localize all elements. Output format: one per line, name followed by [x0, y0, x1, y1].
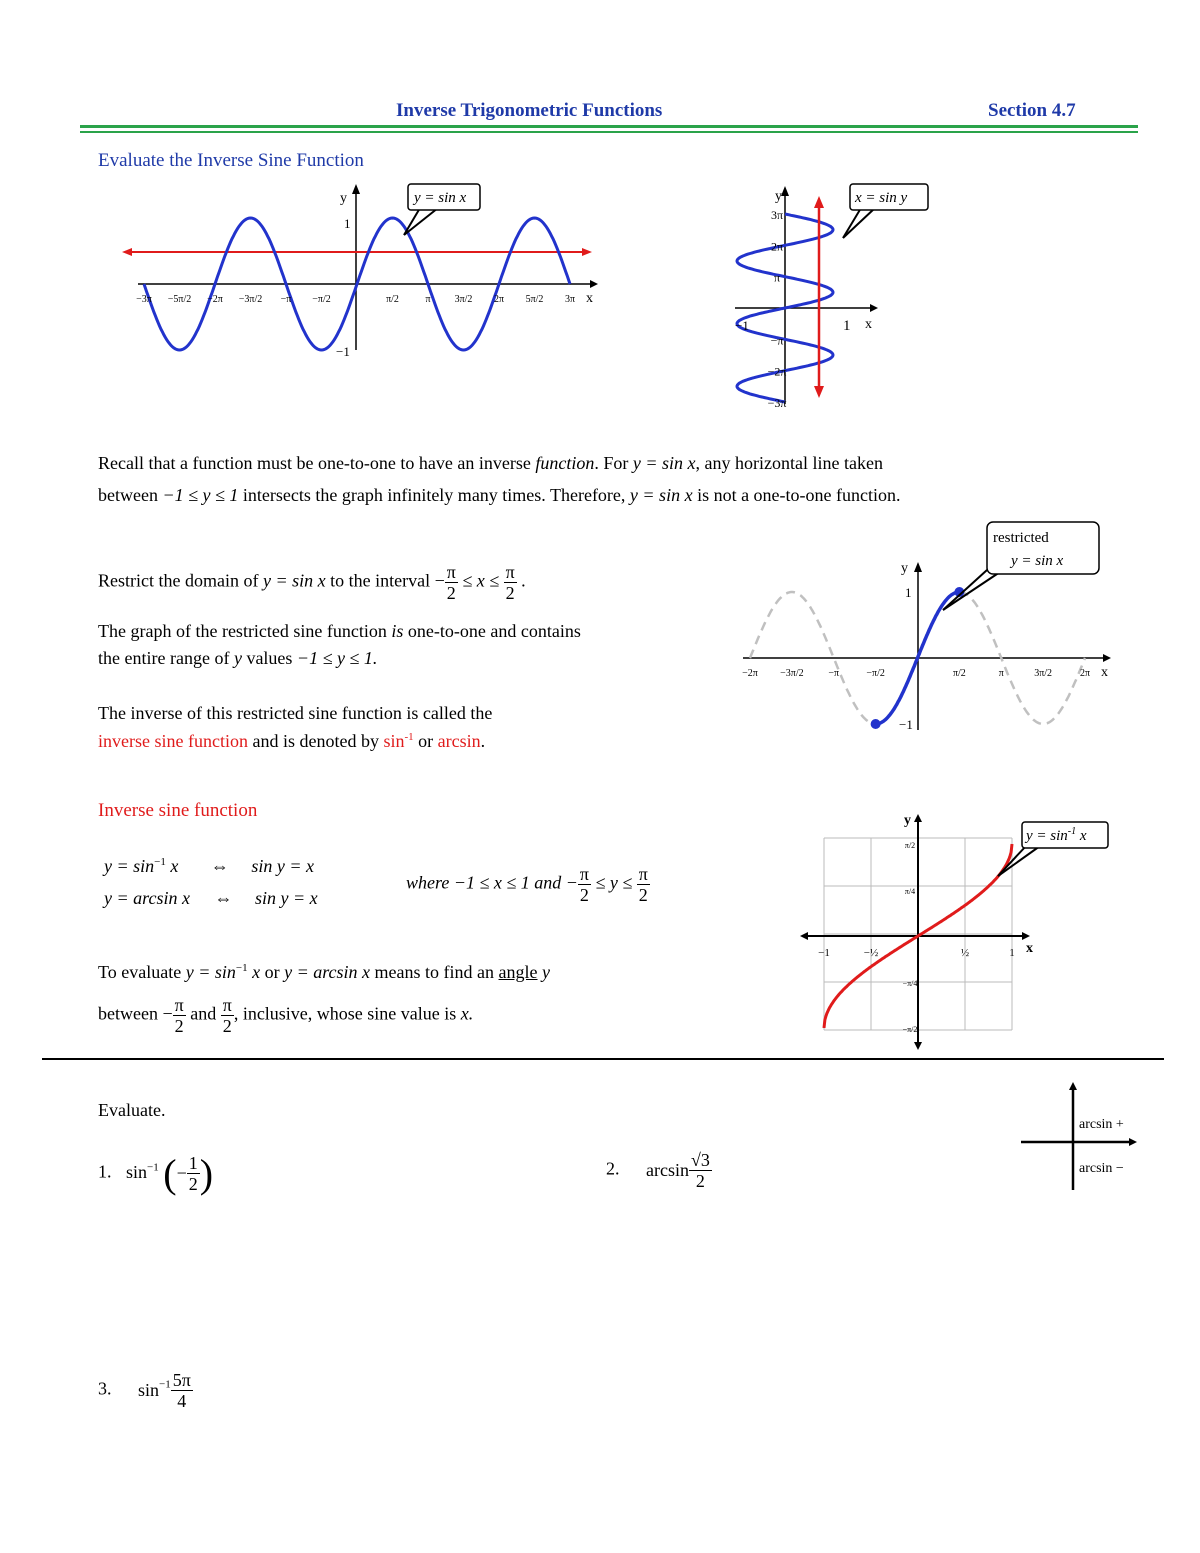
x-axis-label: x	[586, 291, 593, 306]
section-divider	[42, 1058, 1164, 1060]
restrict-line-3: the entire range of y values −1 ≤ y ≤ 1.	[98, 648, 378, 668]
x-tick-label: −1	[818, 947, 830, 959]
y-bottom-label: −1	[899, 717, 913, 732]
exercises-intro: Evaluate.	[98, 1100, 166, 1120]
y-tick-label: 2π	[770, 239, 784, 254]
y-axis-label: y	[904, 813, 911, 828]
x-tick-label: −2π	[207, 294, 223, 305]
inverse-def-eq-2: y = arcsin x ⇔ sin y = x	[104, 888, 318, 908]
x-tick-label: −π/2	[866, 668, 885, 679]
y-tick-label: −π/4	[902, 979, 918, 988]
x-tick-labels	[742, 668, 1090, 679]
x-tick-label: 1	[1009, 947, 1015, 959]
section-title: Evaluate the Inverse Sine Function	[98, 150, 364, 171]
y-top-label: 1	[905, 585, 912, 600]
inverse-def-domain: where −1 ≤ x ≤ 1 and − $\frac{\pi}{2}$ ≤ y ≤ $\frac{\pi}{2}$	[406, 864, 648, 905]
inverse-intro-line-1: The inverse of this restricted sine function is called the	[98, 703, 493, 723]
graph-sine-full	[120, 180, 600, 380]
x-tick-label: 3π/2	[454, 294, 473, 305]
callout-line-2: y = sin x	[1011, 553, 1064, 569]
x-axis-label: x	[1101, 665, 1108, 680]
x-tick-label: 5π/2	[525, 294, 544, 305]
x-axis-arrow	[590, 280, 598, 288]
inverse-intro-line-2: inverse sine function and is denoted by $\sin^{-1}$ or arcsin.	[98, 731, 486, 751]
fraction-pi-over-2: $\frac{\pi}{2}$	[446, 562, 456, 603]
x-tick-label: ½	[960, 947, 970, 959]
exercise-2: 2. arcsin $\frac{√3}{2}$	[606, 1150, 710, 1191]
y-tick-label: −2π	[767, 364, 787, 379]
inverse-def-heading: Inverse sine function	[98, 800, 258, 821]
header-rule-thick	[80, 125, 1138, 128]
x-left-label: −1	[735, 318, 749, 333]
exercise-1: 1. $\sin^{-1}$ (− $\frac{1}{2}$ )	[98, 1151, 214, 1196]
y-tick-label: −π	[770, 333, 784, 348]
callout-text: y = sin x	[414, 190, 467, 206]
y-axis-label: y	[901, 561, 908, 576]
x-tick-label: 2π	[493, 294, 505, 305]
recall-line-1: Recall that a function must be one-to-one to have an inverse function. For y = sin x, any horizontal line taken	[98, 453, 883, 473]
y-bottom-label: −1	[336, 344, 350, 359]
header-rule-thin	[80, 131, 1138, 133]
x-tick-label: 3π	[564, 294, 576, 305]
x-axis-label: x	[865, 317, 872, 332]
header-title: Inverse Trigonometric Functions	[396, 100, 663, 121]
y-axis-label: y	[775, 189, 782, 204]
arcsin-plus-label: arcsin +	[1079, 1117, 1124, 1132]
x-tick-label: 3π/2	[1034, 668, 1053, 679]
graph-sine-sideways	[725, 180, 940, 410]
x-tick-label: −3π	[136, 294, 152, 305]
header-section: Section 4.7	[988, 100, 1076, 121]
x-axis-label: x	[1026, 941, 1033, 956]
x-tick-label: π/2	[952, 668, 966, 679]
recall-paragraph	[98, 450, 1108, 508]
y-tick-label: −3π	[767, 396, 787, 410]
x-tick-label: −2π	[742, 668, 758, 679]
x-right-label: 1	[843, 318, 851, 334]
x-tick-label: π	[998, 668, 1004, 679]
restrict-line-2: The graph of the restricted sine function is one-to-one and contains	[98, 621, 581, 641]
restrict-line-1: Restrict the domain of y = sin x to the interval − $\frac{\pi}{2}$ ≤ x ≤ $\frac{\pi}{2}$ .	[98, 562, 526, 603]
x-tick-label: 2π	[1079, 668, 1091, 679]
x-tick-label: π	[425, 294, 431, 305]
x-tick-label: −3π/2	[780, 668, 804, 679]
y-top-label: 1	[344, 216, 351, 231]
x-tick-label: −π/2	[312, 294, 331, 305]
y-axis-label: y	[340, 191, 347, 206]
callout-text: $y = \sin^{-1} x$	[1026, 826, 1087, 844]
exercise-3: 3. $\sin^{-1}$ $\frac{5\pi}{4}$	[98, 1370, 191, 1411]
evaluate-meaning-line-2: between − $\frac{\pi}{2}$ and $\frac{\pi}{2}$ , inclusive, whose sine value is x.	[98, 995, 474, 1036]
x-tick-label: −½	[863, 947, 879, 959]
arcsin-minus-label: arcsin −	[1079, 1161, 1124, 1176]
x-tick-label: π/2	[386, 294, 399, 305]
callout-line-1: restricted	[993, 530, 1049, 546]
fraction-pi-over-2: $\frac{\pi}{2}$	[505, 562, 515, 603]
graph-restricted-sine	[735, 520, 1125, 740]
y-tick-label: 3π	[770, 208, 784, 222]
arcsin-sign-diagram	[1015, 1080, 1145, 1195]
x-tick-label: −π	[280, 294, 292, 305]
y-tick-label: −π/2	[902, 1025, 918, 1034]
x-tick-label: −π	[828, 668, 840, 679]
x-tick-label: −5π/2	[167, 294, 192, 305]
y-axis-arrow	[352, 184, 360, 194]
restricted-endpoint-bottom	[871, 719, 881, 729]
x-tick-label: −3π/2	[238, 294, 263, 305]
recall-line-2: between −1 ≤ y ≤ 1 intersects the graph infinitely many times. Therefore, y = sin x is not a one-to-one function.	[98, 485, 901, 505]
graph-arcsin	[790, 810, 1120, 1055]
y-tick-label: π/2	[904, 841, 916, 850]
callout-text: x = sin y	[855, 190, 908, 206]
y-tick-label: π/4	[904, 887, 916, 896]
y-tick-label: π	[773, 270, 781, 285]
inverse-def-eq-1: $y = \sin^{-1} x$ ⇔ sin y = x	[104, 856, 315, 876]
evaluate-meaning-line-1: To evaluate $y = \sin^{-1} x$ or y = arcsin x means to find an angle y	[98, 962, 551, 982]
